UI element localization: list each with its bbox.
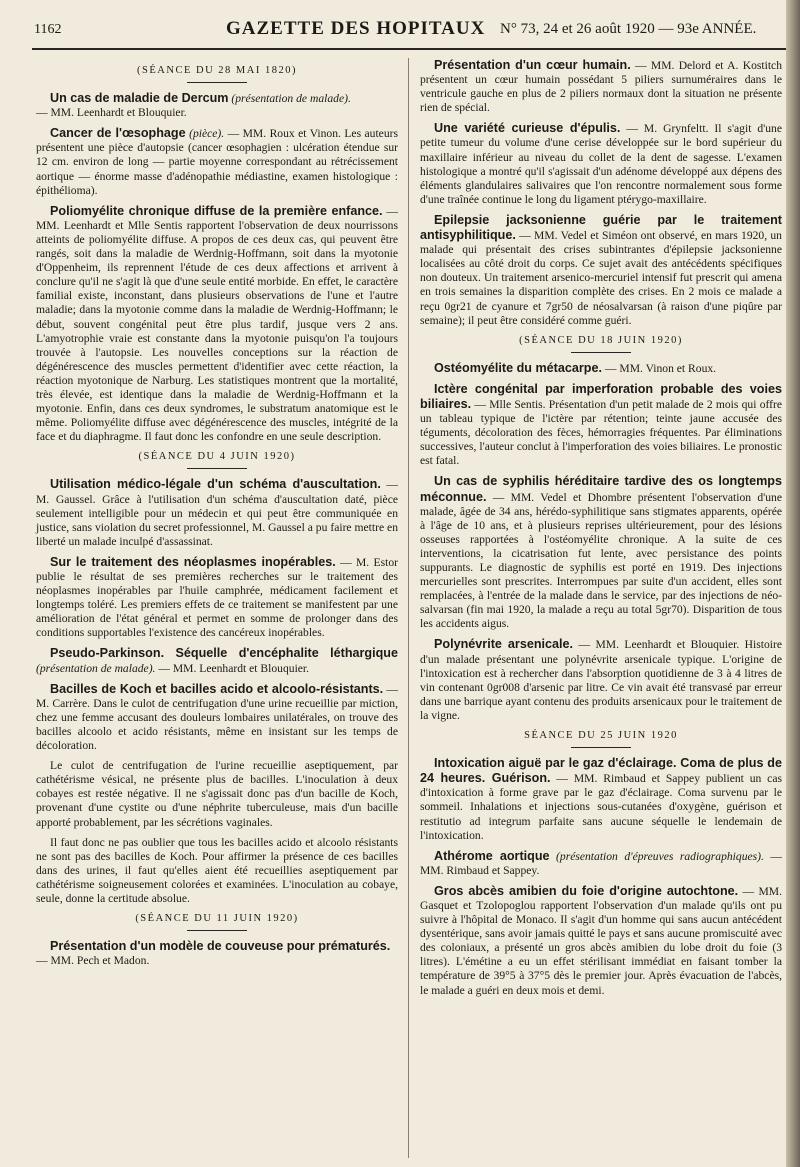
article-body: — MM. Leenhardt et Blouquier. Histoire d'un malade présentant une polynévrite arsenicale typique. L'origine de l'intoxication est à rechercher dans l'absorption quotidienne de 3 à 4 litres de vin contenant 0gr008 d'arsenic par litre. Ce vin avait été transvasé par erreur dans une barrique ayant contenu des produits arsenicaux pour le traitement de la vigne. xyxy=(420,638,782,722)
article-body: — MM. Leenhardt et Blouquier. xyxy=(158,661,310,675)
article xyxy=(420,361,782,376)
article-subtitle: (présentation de malade). xyxy=(36,661,156,675)
article-subtitle: (pièce). xyxy=(189,127,225,141)
article xyxy=(36,555,398,641)
article xyxy=(36,91,398,120)
article-body: — MM. Rimbaud et Sappey publient un cas d'intoxication à forme grave par le gaz d'éclairage. Coma survenu par le sommeil. Inhalations et injections sous-cutanées d'oxygène, guérison et restitutio ad integrum parfaite sans aucune séquelle le lendemain de l'intoxication. xyxy=(420,772,782,842)
article-title: Ictère congénital par imperforation probable des voies biliaires. xyxy=(420,381,782,411)
article-paragraph: Le culot de centrifugation de l'urine recueillie aseptiquement, par cathétérisme vésical, ne présente plus de bacilles. L'inoculation à deux cobayes est restée négative. Il ne s'agissait donc pas d'un bacille de Koch, provenant d'une cystite ou d'une néphrite tuberculeuse, mais d'un bacille apporté probablement, par les sécrétions vaginales. xyxy=(36,759,398,829)
journal-title: GAZETTE DES HOPITAUX xyxy=(226,18,486,39)
article-title: Intoxication aiguë par le gaz d'éclairage. Coma de plus de 24 heures. Guérison. xyxy=(420,756,782,786)
article-title: Polynévrite arsenicale. xyxy=(434,637,574,652)
article-body: — MM. Leenhardt et Blouquier. xyxy=(36,106,187,120)
article-title: Ostéomyélite du métacarpe. xyxy=(434,360,602,375)
article-body: — MM. Vedel et Siméon ont observé, en mars 1920, un malade qui présentait des crises subintrantes d'épilepsie jacksonienne localisées au côté droit du corps. Ce sujet avait des antécédents spécifiques non douteux. Un traitement arsenico-mercuriel intensif fut prescrit qui amena en trois semaines la disparition complète des crises. En 2 mois ce malade a reçu 0gr21 de cyanure et 7gr50 de néosalvarsan (à raison d'une piqûre par semaine); il peut être considéré comme guéri. xyxy=(420,229,782,327)
article xyxy=(36,204,398,445)
article-body: — M. Estor publie le résultat de ses premières recherches sur le traitement des néoplasmes inopérables par l'huile camphrée, médicament facilement et longtemps toléré. Les premiers effets de ce traitement se manifestent par une amélioration de l'état général et permet en somme de prolonger dans des conditions supportables l'existence des cancéreux inopérables. xyxy=(36,555,398,640)
article-subtitle: (présentation d'épreuves radiographiques). xyxy=(556,849,764,863)
article xyxy=(36,477,398,548)
article xyxy=(420,756,782,843)
divider xyxy=(187,468,247,469)
seance-heading: (SÉANCE DU 11 JUIN 1920) xyxy=(135,913,299,925)
left-column xyxy=(36,58,398,974)
article-title: Un cas de maladie de Dercum xyxy=(50,91,229,106)
seance-heading: SÉANCE DU 25 JUIN 1920 xyxy=(524,730,678,742)
article xyxy=(420,121,782,207)
article-title: Bacilles de Koch et bacilles acido et alcoolo-résistants. xyxy=(50,681,384,696)
article xyxy=(36,939,398,968)
article-title: Un cas de syphilis héréditaire tardive des os longtemps méconnue. xyxy=(420,474,782,504)
seance-heading: (SÉANCE DU 28 MAI 1820) xyxy=(137,65,297,76)
article xyxy=(36,126,398,197)
divider xyxy=(187,930,247,931)
article-body: — M. Grynfeltt. Il s'agit d'une petite tumeur du volume d'une cerise développée sur le bord supérieur du maxillaire inférieur au niveau du collet de la dent de sagesse. L'examen histologique a montré qu'il s'agissait d'un adénome développé aux dépens des éléments glandulaires salivaires que l'on rencontre normalement sous forme d'une traînée continue le long du ligament ptérygo-maxillaire. xyxy=(420,122,782,206)
page-number: 1162 xyxy=(34,22,62,37)
article-title: Utilisation médico-légale d'un schéma d'auscultation. xyxy=(50,477,381,492)
article-title: Présentation d'un modèle de couveuse pour prématurés. xyxy=(50,939,391,954)
article-body: — M. Gaussel. Grâce à l'utilisation d'un schéma d'auscultation daté, pièce seulement intelligible pour un médecin et qui peut être communiquée en justice, sans violation du secret professionnel, M. Gaussel a pu faire mettre en liberté un malade inculpé d'assassinat. xyxy=(36,478,398,548)
article-body: — Mlle Sentis. Présentation d'un petit malade de 2 mois qui offre un tableau typique de l'ictère par rétention; teinte jaune accusée des téguments, décoloration des fèces, hémorragies fréquentes. Par éliminations successives, l'auteur conclut à l'imperforation des voies biliaires. Le pronostic est fatal. xyxy=(420,397,783,468)
article-body: — MM. Leenhardt et Mlle Sentis rapportent l'observation de deux nourrissons atteints de poliomyélite diffuse. A propos de ces deux cas, qui peuvent être rangés, soit dans la maladie de Werdnig-Hoffmann, soit dans la myotonie d'Oppenheim, ils reprennent l'étude de ces deux affections et arrivent à conclure qu'il ne s'agit là que d'une seule entité morbide. En effet, le caractère familial existe, inconstant, dans plusieurs observations de l'une et l'autre maladie; dans la myotonie comme dans la maladie de Werdnig-Hoffmann; le début, souvent congénital peut être plus tardif, jusque vers 2 ans. L'amyotrophie vraie est constante dans la myotonie puisqu'on l'a toujours trouvée à l'autopsie. Les nouvelles conceptions sur la réaction de dégénérescence des muscles permettent d'identifier avec cette réaction, la réaction myotonique de Narburg. Les statistiques montrent que la mortalité, très élevée, est identique dans la maladie de Werdnig-Hoffmann et la myotonie. Enfin, dans ces deux syndromes, le substratum anatomique est le même. Poliomyélite diffuse avec dégénérescence des muscles, intégrité de la face et du diaphragme. Il faut donc les confondre en une seule description. xyxy=(36,204,398,444)
article xyxy=(420,213,782,328)
article-title: Sur le traitement des néoplasmes inopérables. xyxy=(50,554,336,569)
article-body: — MM. Roux et Vinon. Les auteurs présentent une pièce d'autopsie (cancer œsophagien : ulcération étendue sur 12 cm. environ de long — partie moyenne correspondant au rétrécissement aortique — énorme masse d'adénopathie médiastine, examen histologique : épithélioma). xyxy=(36,127,398,197)
column-divider xyxy=(408,58,409,1158)
article-body: — M. Carrère. Dans le culot de centrifugation d'une urine recueillie par miction, chez une femme accusant des douleurs lombaires unilatérales, on trouve des bacilles alcoolo et acido résistants, même en insistant sur les temps de décoloration. xyxy=(36,682,398,753)
article-title: Epilepsie jacksonienne guérie par le traitement antisyphilitique. xyxy=(420,212,782,243)
seance-heading: (SÉANCE DU 18 JUIN 1920) xyxy=(519,334,683,346)
article xyxy=(420,474,782,631)
article-title: Pseudo-Parkinson. Séquelle d'encéphalite léthargique xyxy=(50,646,398,661)
divider xyxy=(571,352,631,353)
article-body: — MM. Gasquet et Tzolopoglou rapportent l'observation d'un malade qu'ils ont pu suivre à l'hôpital de Monaco. Il s'agit d'un homme qui sans aucun antécédent dysentérique, sans avoir jamais quitté le pays et sans aucune promiscuité avec des coloniaux, a présenté un gros abcès amibien du lobe droit du foie (3 litres). L'émétine a eu un effet stérilisant immédiat en faisant tomber la température de 39°5 à 37°5 dès le premier jour. Après évacuation de l'abcès, le malade a guéri en deux mois et demi. xyxy=(420,884,783,997)
issue-info: N° 73, 24 et 26 août 1920 — 93e ANNÉE. xyxy=(500,21,757,37)
right-column xyxy=(420,58,782,1004)
article-body: — MM. Rimbaud et Sappey. xyxy=(420,849,782,877)
article-title: Poliomyélite chronique diffuse de la première enfance. xyxy=(50,203,383,218)
article-paragraph: Il faut donc ne pas oublier que tous les bacilles acido et alcoolo résistants ne sont pas des bacilles de Koch. Pour affirmer la présence de ces bacilles dans des urines, il faut qu'elles aient été recueillies aseptiquement par cathétérisme soigneusement colorées et examinées. L'inoculation au cobaye, seule, donne la certitude absolue. xyxy=(36,835,398,905)
article-body: — MM. Pech et Madon. xyxy=(36,954,150,968)
article-body: — MM. Vedel et Dhombre présentent l'observation d'une malade, âgée de 34 ans, hérédo-syphilitique sans stigmates apparents, opérée à l'âge de 10 ans, et à plusieurs reprises ultérieurement, pour des lésions osseuses rapportées à l'ostéomyélite chronique. A la suite de ces interventions, la cicatrisation fut lente, avec persistance des points suppurants. Le diagnostic de syphilis est porté en 1919. Des injections mercurielles sont prescrites. Interrompues par suite d'un accident, elles sont remplacées, à l'entrée de la malade dans le service, par des injections de néo-salvarsan (fin mai 1920, la malade a reçu au total 5gr70). Disparition de tous les accidents aigus. xyxy=(420,490,782,631)
article-subtitle: (présentation de malade). xyxy=(231,92,351,106)
article-body: — MM. Delord et A. Kostitch présentent un cœur humain possédant 5 piliers surnuméraires dans le ventricule gauche en plus de 2 piliers normaux dont la situation ne présente rien de spécial. xyxy=(420,59,782,115)
article xyxy=(36,646,398,675)
divider xyxy=(571,747,631,748)
article xyxy=(420,58,782,115)
article-title: Une variété curieuse d'épulis. xyxy=(434,121,621,136)
article-title: Cancer de l'œsophage xyxy=(50,126,186,141)
seance-heading: (SÉANCE DU 4 JUIN 1920) xyxy=(138,451,296,463)
article xyxy=(420,884,782,998)
article xyxy=(36,682,398,753)
divider xyxy=(187,82,247,83)
article xyxy=(420,382,782,469)
article-title: Présentation d'un cœur humain. xyxy=(434,58,631,72)
article xyxy=(420,849,782,878)
article xyxy=(420,637,782,723)
article-body: — MM. Vinon et Roux. xyxy=(604,361,717,375)
page-binding-shadow xyxy=(786,0,800,1167)
article-title: Athérome aortique xyxy=(434,848,550,863)
article-title: Gros abcès amibien du foie d'origine autochtone. xyxy=(434,883,739,898)
